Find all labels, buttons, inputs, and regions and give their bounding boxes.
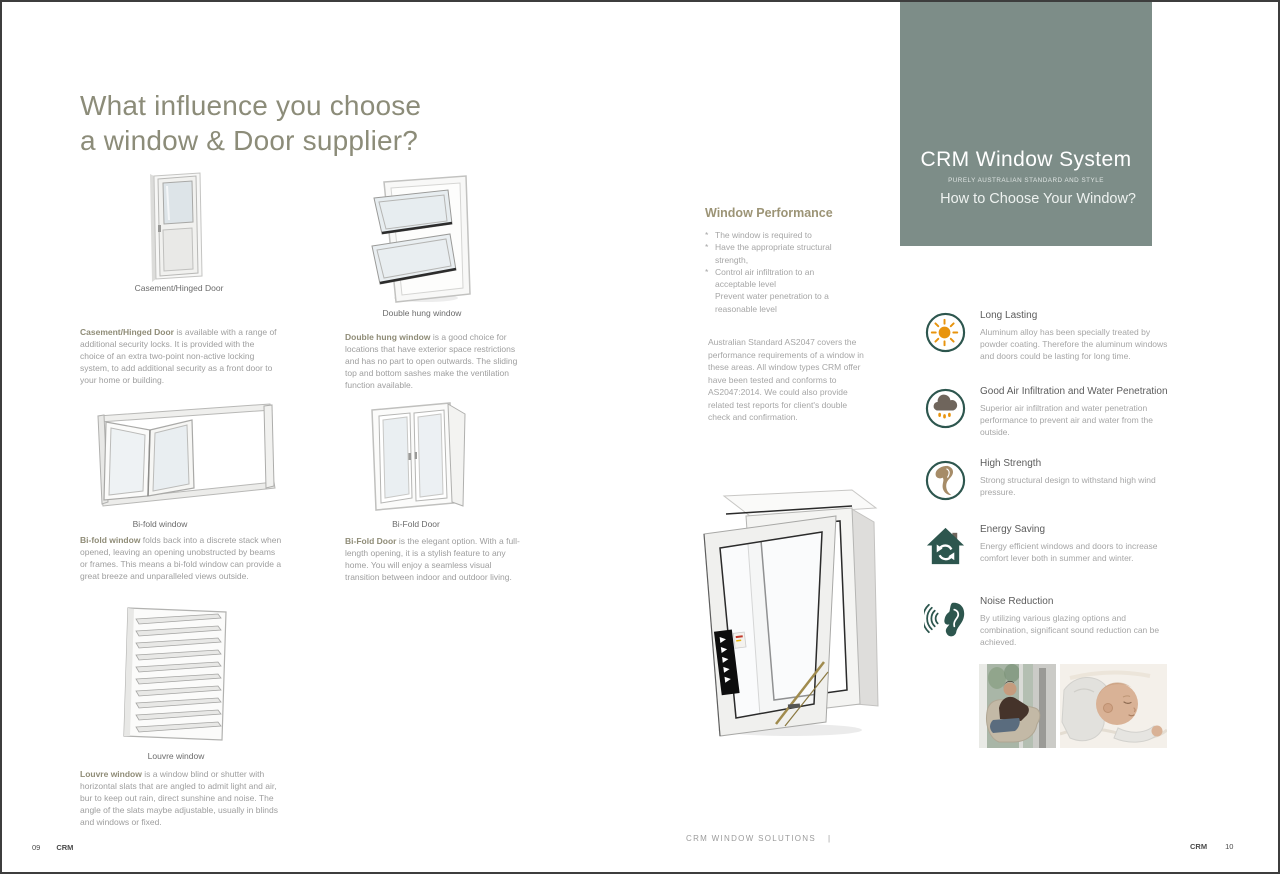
feature-long-lasting	[924, 310, 1172, 362]
feature-title: High Strength	[980, 458, 1042, 469]
bifold-window-image	[92, 400, 277, 518]
feature-text	[980, 310, 1172, 362]
feature-text	[980, 596, 1172, 648]
bifold-window-lead: Bi-fold window	[80, 535, 141, 545]
bullet-marker: *	[705, 230, 709, 240]
energy-house-icon	[924, 525, 967, 568]
feature-air-water	[924, 386, 1172, 438]
feature-energy-saving	[924, 524, 1172, 568]
feature-title: Energy Saving	[980, 524, 1046, 535]
footer-left	[32, 843, 73, 852]
bifold-door-lead: Bi-Fold Door	[345, 536, 397, 546]
feature-description: Aluminum alloy has been specially treated by powder coating. Therefore the aluminum windows and doors could be lasting for long time.	[980, 327, 1168, 361]
feature-title: Noise Reduction	[980, 596, 1054, 607]
casement-door-lead: Casement/Hinged Door	[80, 327, 174, 337]
sun-icon	[924, 311, 967, 362]
page-title-line1: What influence you choose	[80, 90, 422, 121]
feature-text	[980, 458, 1172, 502]
louvre-window-image	[110, 600, 242, 748]
footer-center	[686, 834, 831, 843]
performance-item: Prevent water penetration to a reasonable level	[705, 290, 863, 315]
double-hung-window-body: is a good choice for locations that have exterior space restrictions and has no part to open outwards. The sliding top and bottom sashes make the ventilation function available.	[345, 332, 518, 390]
banner-title: CRM Window System	[920, 148, 1132, 171]
man-relaxing-photo	[979, 664, 1056, 748]
louvre-window-caption: Louvre window	[147, 751, 205, 761]
ear-noise-icon	[924, 597, 967, 648]
double-hung-window-image	[364, 172, 479, 304]
bifold-window-caption: Bi-fold window	[132, 519, 188, 529]
sleeping-baby-photo	[1060, 664, 1167, 748]
louvre-window-lead: Louvre window	[80, 769, 142, 779]
double-hung-window-paragraph	[345, 331, 521, 391]
bullet-marker: *	[705, 266, 709, 277]
page-title	[80, 88, 510, 158]
bifold-door-image	[364, 398, 469, 516]
footer-brand: CRM	[56, 843, 74, 852]
performance-item: * The window is required to	[705, 230, 812, 240]
window-performance-heading: Window Performance	[705, 206, 833, 220]
casement-door-caption: Casement/Hinged Door	[134, 283, 224, 293]
louvre-window-paragraph	[80, 768, 284, 828]
feature-noise-reduction	[924, 596, 1172, 648]
double-hung-window-lead: Double hung window	[345, 332, 431, 342]
footer-right	[1190, 842, 1233, 851]
page-title-line2: a window & Door supplier?	[80, 125, 419, 156]
crm-banner	[900, 2, 1152, 246]
feature-description: Energy efficient windows and doors to increase comfort lever both in summer and winter.	[980, 541, 1158, 563]
bullet-marker	[705, 290, 715, 315]
bifold-window-paragraph	[80, 534, 284, 582]
feature-text	[980, 524, 1172, 568]
australian-standard-paragraph: Australian Standard AS2047 covers the performance requirements of a window in these areas. All window types CRM offer have been tested and conforms to AS2047:2014. We could also provide related test reports for client's double check and confirmation.	[708, 337, 864, 422]
double-hung-window-caption: Double hung window	[382, 308, 462, 318]
feature-title: Long Lasting	[980, 310, 1038, 321]
bullet-marker: *	[705, 242, 709, 253]
performance-item: * Have the appropriate structural strength,	[705, 242, 832, 265]
footer-divider: |	[828, 834, 832, 843]
bifold-door-paragraph	[345, 535, 525, 583]
window-performance-list	[705, 229, 863, 315]
banner-subtitle: PURELY AUSTRALIAN STANDARD AND STYLE	[948, 177, 1104, 184]
footer-center-text: CRM WINDOW SOLUTIONS	[686, 834, 816, 843]
page-number-left: 09	[32, 843, 41, 852]
bifold-door-caption: Bi-Fold Door	[392, 519, 440, 529]
bifold-window-body: folds back into a discrete stack when opened, leaving an opening unobstructed by beams or frames. This means a bi-fold window can provide a great breeze and unparalleled views outside.	[80, 535, 282, 581]
casement-door-paragraph	[80, 326, 280, 386]
footer-brand: CRM	[1190, 842, 1208, 851]
bifold-door-body: is the elegant option. With a full-length opening, it is a stylish feature to any home. You will enjoy a seamless visual transition between indoor and outdoor living.	[345, 536, 520, 582]
performance-item: * Control air infiltration to an acceptable level	[705, 266, 815, 290]
feature-text	[980, 386, 1172, 438]
rain-cloud-icon	[924, 387, 967, 438]
feature-title: Good Air Infiltration and Water Penetration	[980, 386, 1168, 397]
louvre-window-body: is a window blind or shutter with horizontal slats that are angled to admit light and air, bur to keep out rain, direct sunshine and noise. The angle of the slats maybe adjustable, usually in blinds and windows or fixed.	[80, 769, 278, 827]
feature-description: By utilizing various glazing options and combination, significant sound reduction can be achieved.	[980, 613, 1160, 647]
casement-door-image	[124, 170, 234, 282]
awning-window-photo	[690, 464, 885, 742]
feature-high-strength	[924, 458, 1172, 502]
banner-tagline: How to Choose Your Window?	[940, 191, 1136, 207]
feature-description: Strong structural design to withstand high wind pressure.	[980, 475, 1156, 497]
casement-door-body: is available with a range of additional security locks. It is provided with the choice of an extra two-point non-active locking system, to add additional security as a front door to your home or building.	[80, 327, 277, 385]
page-number-right: 10	[1225, 842, 1234, 851]
feature-description: Superior air infiltration and water penetration performance to prevent air and water from the outside.	[980, 403, 1153, 437]
wind-tornado-icon	[924, 459, 967, 502]
